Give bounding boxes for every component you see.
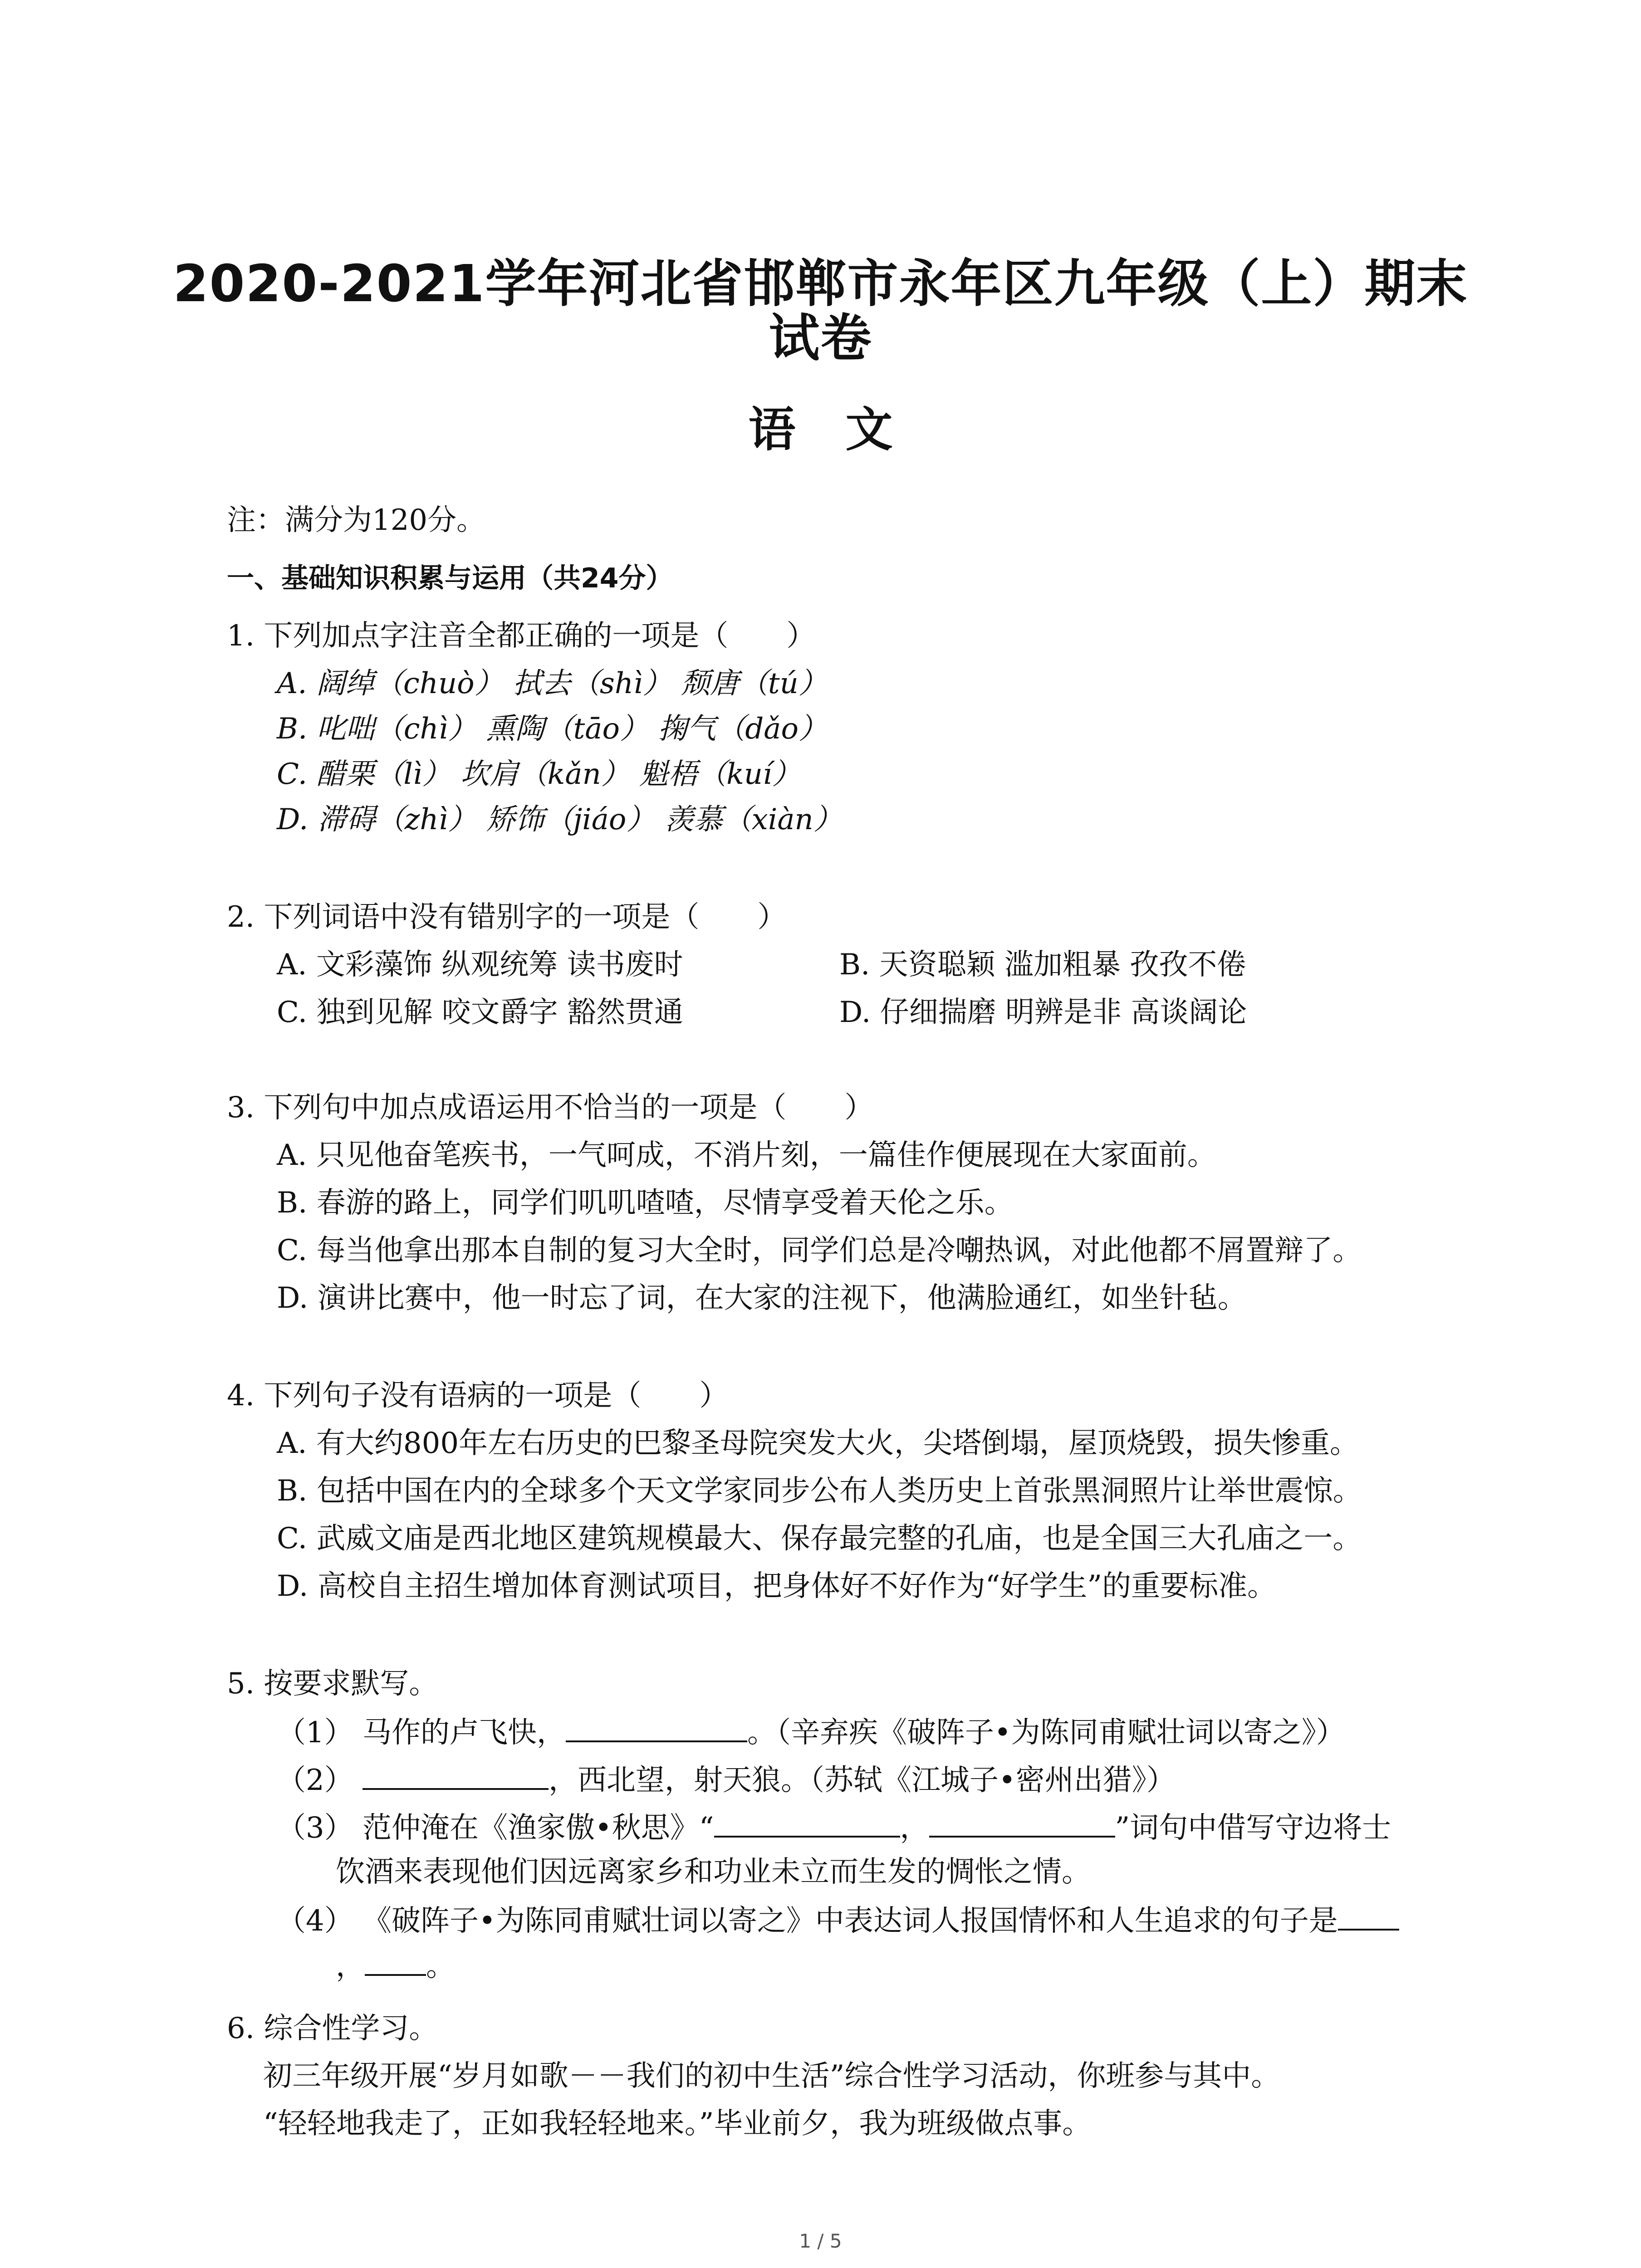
q5-item-4 [277,1905,1399,1936]
q6-line-2: “轻轻地我走了，正如我轻轻地来。”毕业前夕，我为班级做点事。 [263,2107,1092,2141]
q2-option-d: D. 仔细揣磨 明辨是非 高谈阔论 [839,996,1247,1029]
q5-item-4-end: 。 [426,1950,455,1983]
q4-stem: 4. 下列句子没有语病的一项是（ ） [227,1379,729,1413]
q6-line-1: 初三年级开展“岁月如歌－－我们的初中生活”综合性学习活动，你班参与其中。 [263,2059,1280,2093]
q3-option-d: D. 演讲比赛中，他一时忘了词，在大家的注视下，他满脸通红，如坐针毡。 [277,1281,1247,1315]
q2-option-c: C. 独到见解 咬文爵字 豁然贯通 [277,996,684,1029]
q1-stem: 1. 下列加点字注音全都正确的一项是（ ） [227,619,816,653]
q1-option-b: B. 叱咄（chì） 熏陶（tāo） 掬气（dǎo） [277,712,828,746]
q3-option-c: C. 每当他拿出那本自制的复习大全时，同学们总是冷嘲热讽，对此他都不屑置辩了。 [277,1234,1362,1267]
q2-stem: 2. 下列词语中没有错别字的一项是（ ） [227,900,787,934]
q5-item-3-blank-2[interactable] [929,1812,1115,1838]
q5-item-3-prefix: （3） 范仲淹在《渔家傲•秋思》“ [277,1811,714,1845]
q5-item-3-suffix: ”词句中借写守边将士 [1115,1811,1391,1845]
q4-option-c: C. 武威文庙是西北地区建筑规模最大、保存最完整的孔庙，也是全国三大孔庙之一。 [277,1522,1362,1555]
q2-option-b: B. 天资聪颖 滥加粗暴 孜孜不倦 [839,948,1246,982]
q1-option-a: A. 阔绰（chuò） 拭去（shì） 颓唐（tú） [277,667,828,700]
q5-item-4-comma: ， [336,1950,365,1983]
q5-item-4-prefix: （4） 《破阵子•为陈同甫赋壮词以寄之》中表达词人报国情怀和人生追求的句子是 [277,1904,1338,1938]
q5-item-1-suffix: 。（辛弃疾《破阵子•为陈同甫赋壮词以寄之》） [747,1716,1345,1750]
q5-item-2-blank[interactable] [362,1765,549,1790]
q4-option-d: D. 高校自主招生增加体育测试项目，把身体好不好作为“好学生”的重要标准。 [277,1569,1277,1603]
subject-title: 语文 [748,402,943,457]
q5-item-2 [277,1765,1176,1795]
q3-option-a: A. 只见他奋笔疾书，一气呵成，不消片刻，一篇佳作便展现在大家面前。 [277,1139,1216,1172]
exam-title-line2: 试卷 [769,309,872,368]
q5-item-1-prefix: （1） 马作的卢飞快， [277,1716,566,1750]
q5-item-4-blank-1[interactable] [1338,1905,1399,1931]
q5-item-3 [277,1812,1391,1843]
q6-stem: 6. 综合性学习。 [227,2012,438,2045]
q5-item-1-blank[interactable] [566,1717,747,1742]
q5-stem: 5. 按要求默写。 [227,1667,438,1701]
q2-option-a: A. 文彩藻饰 纵观统筹 读书废时 [277,948,683,982]
q1-option-c: C. 醋栗（lì） 坎肩（kǎn） 魁梧（kuí） [277,758,801,791]
q5-item-4-continuation [336,1950,455,1981]
q5-item-3-blank-1[interactable] [714,1812,900,1838]
q5-item-2-suffix: ，西北望，射天狼。（苏轼《江城子•密州出猎》） [549,1764,1176,1797]
q3-stem: 3. 下列句中加点成语运用不恰当的一项是（ ） [227,1091,874,1124]
q3-option-b: B. 春游的路上，同学们叽叽喳喳，尽情享受着天伦之乐。 [277,1186,1014,1220]
q5-item-3-continuation: 饮酒来表现他们因远离家乡和功业未立而生发的惆怅之情。 [336,1855,1091,1889]
exam-title-line1: 2020-2021学年河北省邯郸市永年区九年级（上）期末 [173,254,1468,313]
section-1-title: 一、基础知识积累与运用（共24分） [227,562,673,594]
q5-item-1 [277,1716,1345,1750]
q5-item-4-blank-2[interactable] [365,1950,426,1976]
q4-option-b: B. 包括中国在内的全球多个天文学家同步公布人类历史上首张黑洞照片让举世震惊。 [277,1474,1362,1508]
score-note: 注：满分为120分。 [227,503,486,537]
q5-item-2-prefix: （2） [277,1764,353,1797]
q1-option-d: D. 滞碍（zhì） 矫饰（jiáo） 羡慕（xiàn） [277,803,843,836]
q4-option-a: A. 有大约800年左右历史的巴黎圣母院突发大火，尖塔倒塌，屋顶烧毁，损失惨重。 [277,1427,1359,1460]
q5-item-3-comma: ， [900,1811,929,1845]
page-number: 1 / 5 [799,2230,842,2252]
